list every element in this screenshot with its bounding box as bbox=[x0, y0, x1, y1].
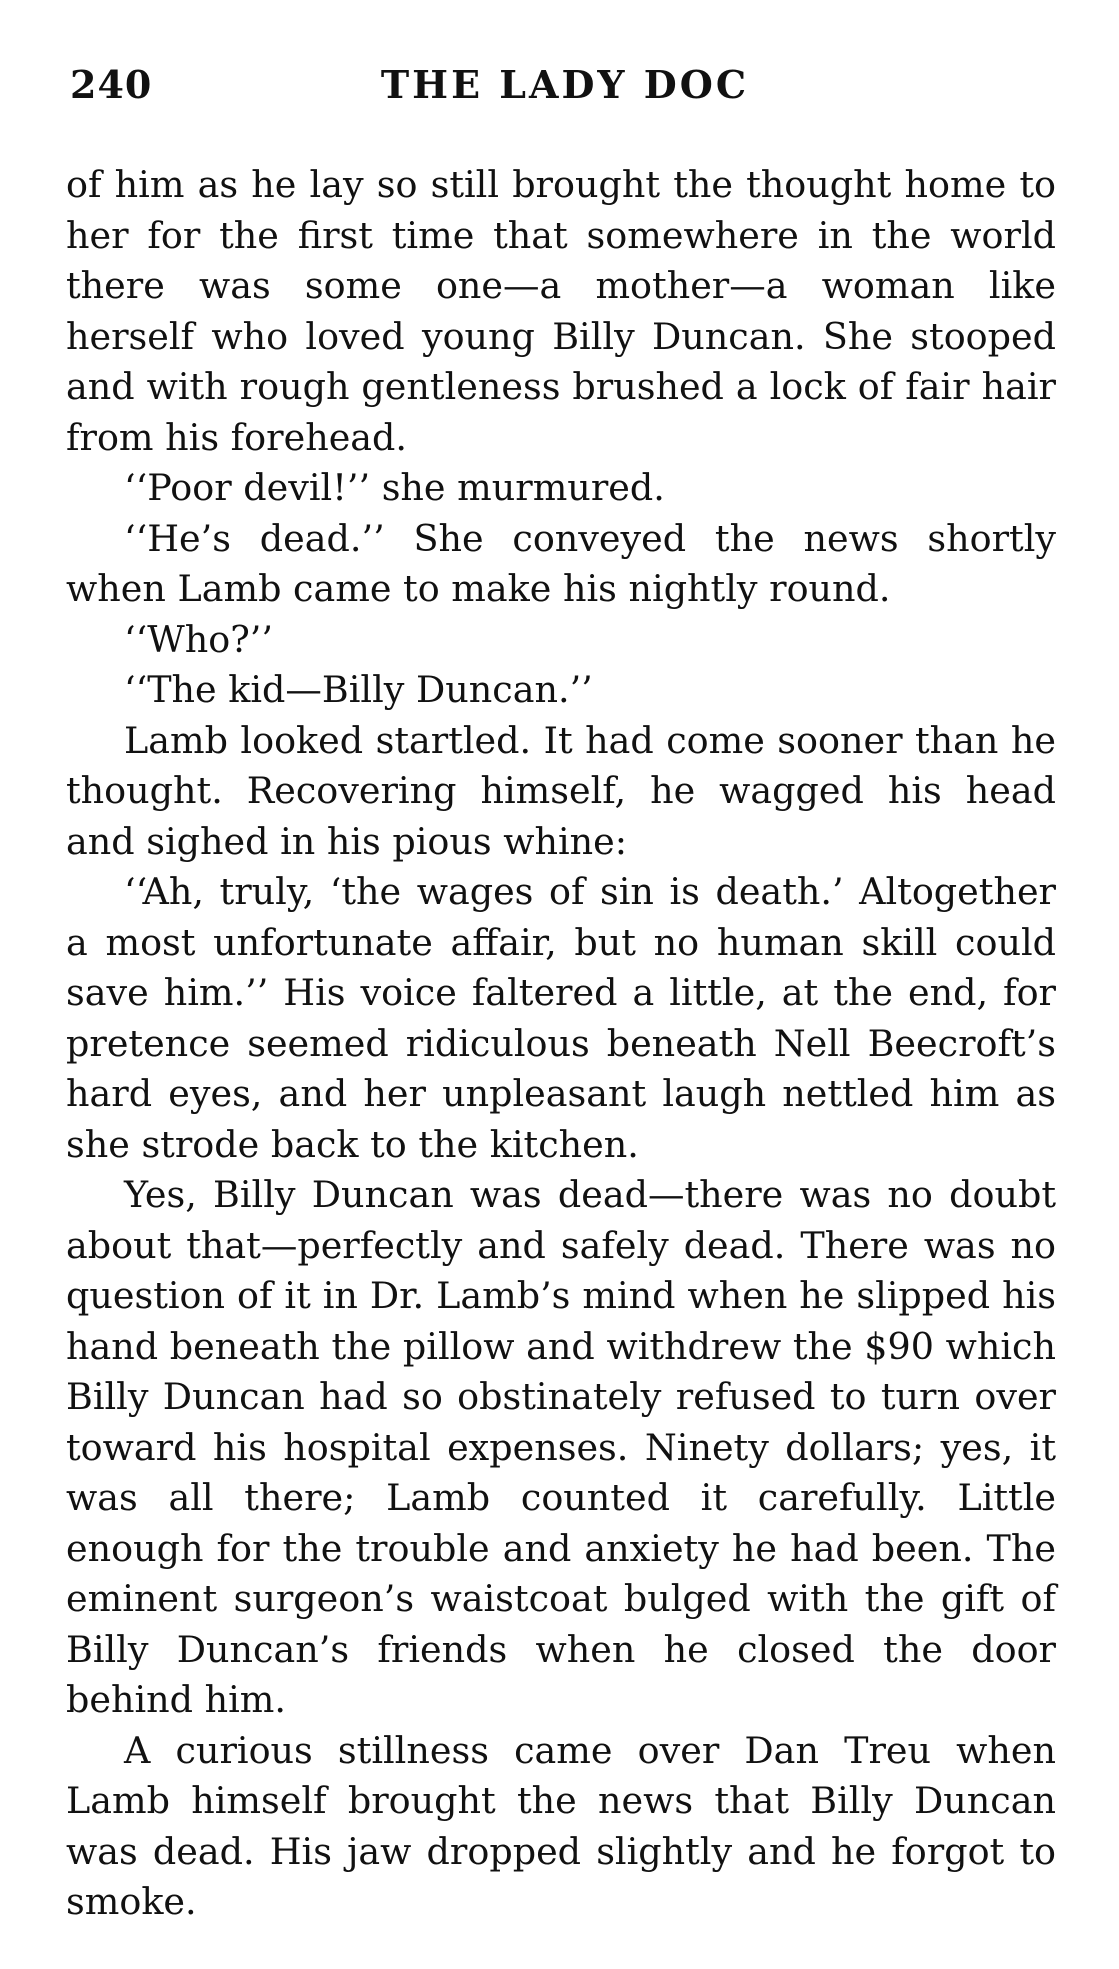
paragraph: ‘‘The kid—Billy Duncan.’’ bbox=[124, 668, 593, 711]
page-header bbox=[70, 62, 1060, 112]
paragraph: ‘‘Who?’’ bbox=[124, 617, 273, 661]
body-text bbox=[66, 160, 1056, 1928]
paragraph: ‘‘Ah, truly, ‘the wages of sin is death.’ Altogether a most unfortunate affair, but no human skill could save him.’’ His voice faltered a little, at the end, for pretence seemed ridiculous beneath Nell Beecroft’s hard eyes, and her unpleasant laugh nettled him as she strode back to the kitchen. bbox=[66, 870, 1056, 1166]
paragraph: ‘‘Poor devil!’’ she murmured. bbox=[124, 466, 665, 509]
paragraph: Yes, Billy Duncan was dead—there was no doubt about that—perfectly and safely dead. There was no question of it in Dr. Lamb’s mind when he slipped his hand beneath the pillow and withdrew the $90 which Billy Duncan had so obstinately refused to turn over toward his hospital expenses. Ninety dollars; yes, it was all there; Lamb counted it carefully. Little enough for the trouble and anxiety he had been. The eminent surgeon’s waistcoat bulged with the gift of Billy Duncan’s friends when he closed the door behind him. bbox=[66, 1173, 1056, 1721]
paragraph: A curious stillness came over Dan Treu when Lamb himself brought the news that Billy Duncan was dead. His jaw dropped slightly and he forgot to smoke. bbox=[66, 1728, 1056, 1923]
paragraph: Lamb looked startled. It had come sooner than he thought. Recovering himself, he wagged his head and sighed in his pious whine: bbox=[66, 718, 1056, 863]
page-number: 240 bbox=[70, 62, 153, 107]
running-title: THE LADY DOC bbox=[380, 62, 750, 107]
paragraph: ‘‘He’s dead.’’ She conveyed the news shortly when Lamb came to make his nightly round. bbox=[66, 516, 1056, 610]
paragraph-continued: of him as he lay so still brought the thought home to her for the first time that somewhere in the world there was some one—a mother—a woman like herself who loved young Billy Duncan. She stooped and with rough gentleness brushed a lock of fair hair from his forehead. bbox=[66, 163, 1056, 459]
